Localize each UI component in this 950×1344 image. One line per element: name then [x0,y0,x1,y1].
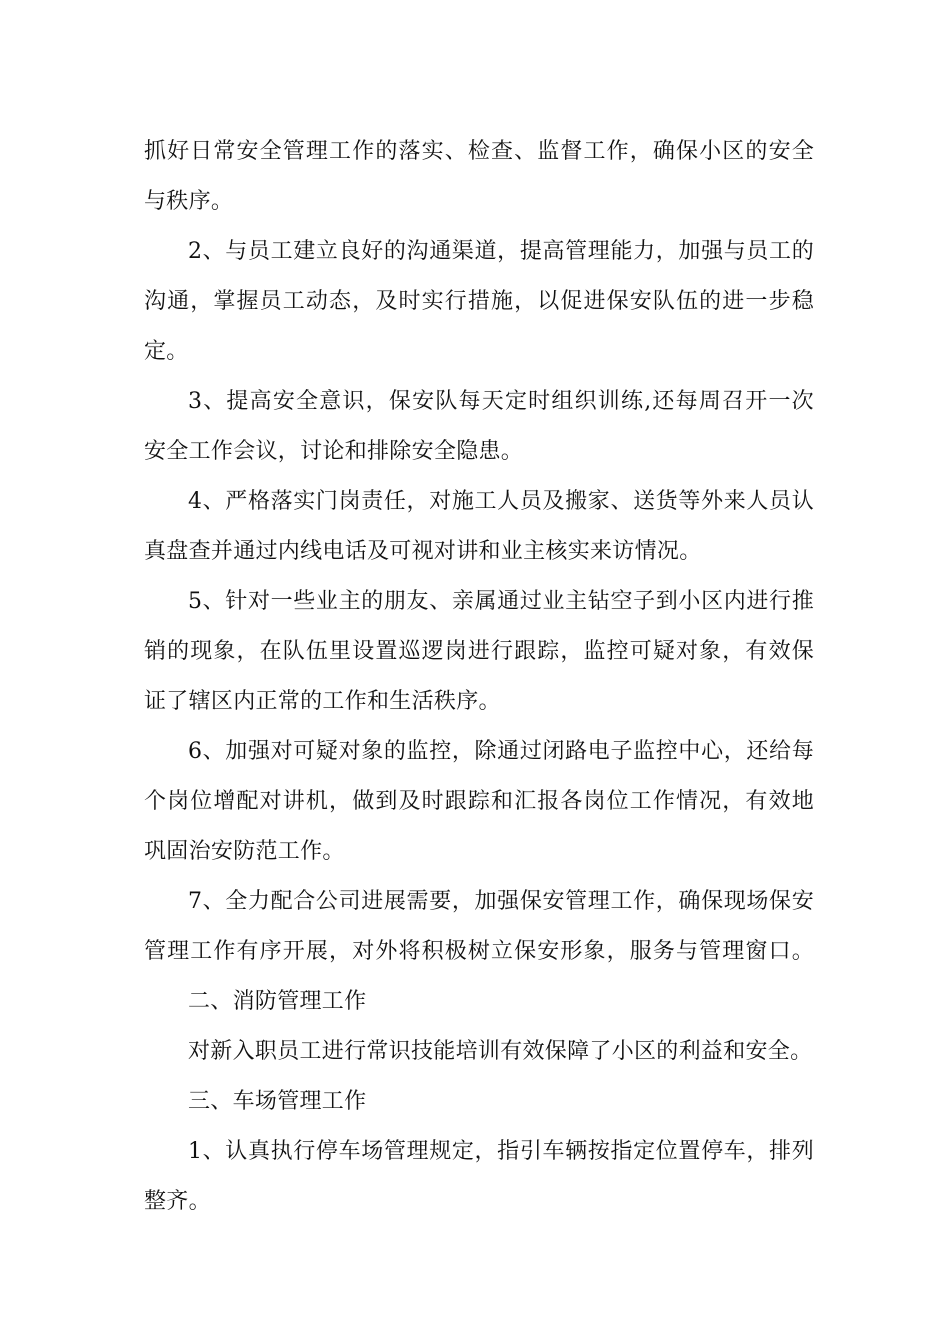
paragraph-line: 7、全力配合公司进展需要，加强保安管理工作，确保现场保安 [188,889,814,914]
paragraph-line: 沟通，掌握员工动态，及时实行措施，以促进保安队伍的进一步稳 [144,289,814,314]
paragraph-line: 定。 [144,339,189,364]
paragraph-line: 4、严格落实门岗责任，对施工人员及搬家、送货等外来人员认 [188,489,814,514]
paragraph-line: 抓好日常安全管理工作的落实、检查、监督工作，确保小区的安全 [144,139,814,164]
paragraph-line: 5、针对一些业主的朋友、亲属通过业主钻空子到小区内进行推 [188,589,814,614]
paragraph-line: 巩固治安防范工作。 [144,839,345,864]
paragraph-line: 1、认真执行停车场管理规定，指引车辆按指定位置停车，排列 [188,1139,814,1164]
paragraph-line: 对新入职员工进行常识技能培训有效保障了小区的利益和安全。 [188,1039,813,1064]
section-heading: 三、车场管理工作 [188,1089,367,1114]
paragraph-line: 与秩序。 [144,189,234,214]
paragraph-line: 安全工作会议，讨论和排除安全隐患。 [144,439,524,464]
paragraph-line: 销的现象，在队伍里设置巡逻岗进行跟踪，监控可疑对象，有效保 [144,639,814,664]
paragraph-line: 整齐。 [144,1189,211,1214]
paragraph-line: 个岗位增配对讲机，做到及时跟踪和汇报各岗位工作情况，有效地 [144,789,814,814]
section-heading: 二、消防管理工作 [188,989,367,1014]
paragraph-line: 证了辖区内正常的工作和生活秩序。 [144,689,501,714]
paragraph-line: 2、与员工建立良好的沟通渠道，提高管理能力，加强与员工的 [188,239,814,264]
paragraph-line: 真盘查并通过内线电话及可视对讲和业主核实来访情况。 [144,539,702,564]
paragraph-line: 6、加强对可疑对象的监控，除通过闭路电子监控中心，还给每 [188,739,814,764]
paragraph-line: 管理工作有序开展，对外将积极树立保安形象，服务与管理窗口。 [144,939,814,964]
paragraph-line: 3、提高安全意识，保安队每天定时组织训练,还每周召开一次 [188,389,814,414]
